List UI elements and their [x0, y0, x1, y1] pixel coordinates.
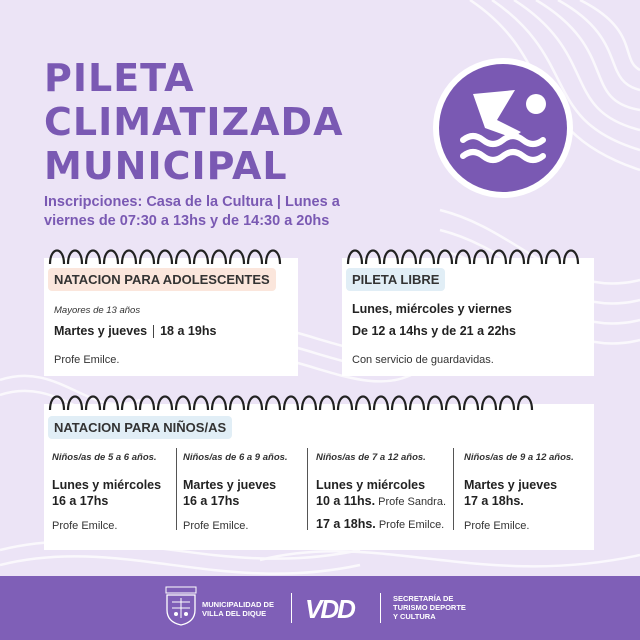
footer-divider — [380, 593, 381, 623]
adolescentes-schedule — [54, 324, 216, 338]
footer-divider — [291, 593, 292, 623]
ninos-group-1-days: Lunes y miércoles — [52, 478, 162, 492]
ninos-group-2-days: Martes y jueves — [183, 478, 277, 492]
ninos-heading: NATACION PARA NIÑOS/AS — [48, 416, 232, 439]
pileta-libre-heading: PILETA LIBRE — [346, 268, 445, 291]
adolescentes-time: 18 a 19hs — [160, 324, 217, 338]
ninos-group-2-age: Niños/as de 6 a 9 años. — [183, 452, 288, 463]
registration-info — [44, 193, 374, 231]
secretaria-line-3: Y CULTURA — [393, 612, 436, 621]
pileta-libre-note: Con servicio de guardavidas. — [352, 354, 494, 366]
ninos-group-3-teacher-2: Profe Emilce. — [378, 519, 445, 531]
spiral-binding — [44, 244, 298, 270]
secretaria-line-1: SECRETARÍA DE — [393, 594, 454, 603]
column-divider — [307, 448, 308, 530]
spiral-binding — [342, 244, 594, 270]
municipality-name — [202, 600, 274, 618]
ninos-group-1-teacher: Profe Emilce. — [52, 520, 118, 532]
card-pileta-libre — [342, 258, 594, 376]
ninos-group-3-teacher: Profe Sandra. — [378, 496, 447, 508]
title-line-3: MUNICIPAL — [44, 144, 288, 188]
municipality-line-1: MUNICIPALIDAD DE — [202, 600, 274, 609]
pileta-libre-time: De 12 a 14hs y de 21 a 22hs — [352, 324, 516, 338]
ninos-group-3-age: Niños/as de 7 a 12 años. — [316, 452, 426, 463]
swimmer-icon — [433, 58, 573, 198]
ninos-group-3-session-2 — [316, 517, 444, 531]
ninos-group-2-teacher: Profe Emilce. — [183, 520, 249, 532]
ninos-group-3-time-2: 17 a 18hs. — [316, 517, 376, 531]
spiral-binding — [44, 390, 594, 416]
registration-line-2: viernes de 07:30 a 13hs y de 14:30 a 20hs — [44, 213, 330, 229]
pileta-libre-days: Lunes, miércoles y viernes — [352, 302, 512, 316]
ninos-group-3-time: 10 a 11hs. — [316, 494, 376, 508]
adolescentes-teacher: Profe Emilce. — [54, 354, 120, 366]
card-adolescentes — [44, 258, 298, 376]
card-ninos — [44, 404, 594, 550]
ninos-group-1-age: Niños/as de 5 a 6 años. — [52, 452, 157, 463]
secretaria-line-2: TURISMO DEPORTE — [393, 603, 466, 612]
municipal-crest-icon — [164, 586, 198, 626]
adolescentes-heading: NATACION PARA ADOLESCENTES — [48, 268, 276, 291]
title-line-1: PILETA — [44, 56, 195, 100]
municipality-line-2: VILLA DEL DIQUE — [202, 609, 267, 618]
ninos-group-4-time: 17 a 18hs. — [464, 494, 524, 508]
title-line-2: CLIMATIZADA — [44, 100, 344, 144]
adolescentes-days: Martes y jueves — [54, 324, 148, 338]
registration-line-1: Inscripciones: Casa de la Cultura | Lunes a — [44, 194, 340, 210]
ninos-group-3-session-1 — [316, 494, 446, 508]
secretaria-name — [393, 594, 466, 621]
ninos-group-3-days: Lunes y miércoles — [316, 478, 426, 492]
divider — [153, 325, 154, 338]
column-divider — [453, 448, 454, 530]
ninos-group-1-time: 16 a 17hs — [52, 494, 109, 508]
ninos-group-4-age: Niños/as de 9 a 12 años. — [464, 452, 574, 463]
column-divider — [176, 448, 177, 530]
adolescentes-age: Mayores de 13 años — [54, 305, 141, 316]
ninos-group-4-teacher: Profe Emilce. — [464, 520, 530, 532]
swimmer-logo — [433, 58, 573, 198]
ninos-group-4-days: Martes y jueves — [464, 478, 558, 492]
ninos-group-2-time: 16 a 17hs — [183, 494, 240, 508]
page-title — [44, 56, 344, 188]
vdd-logo: VDD — [305, 594, 354, 624]
